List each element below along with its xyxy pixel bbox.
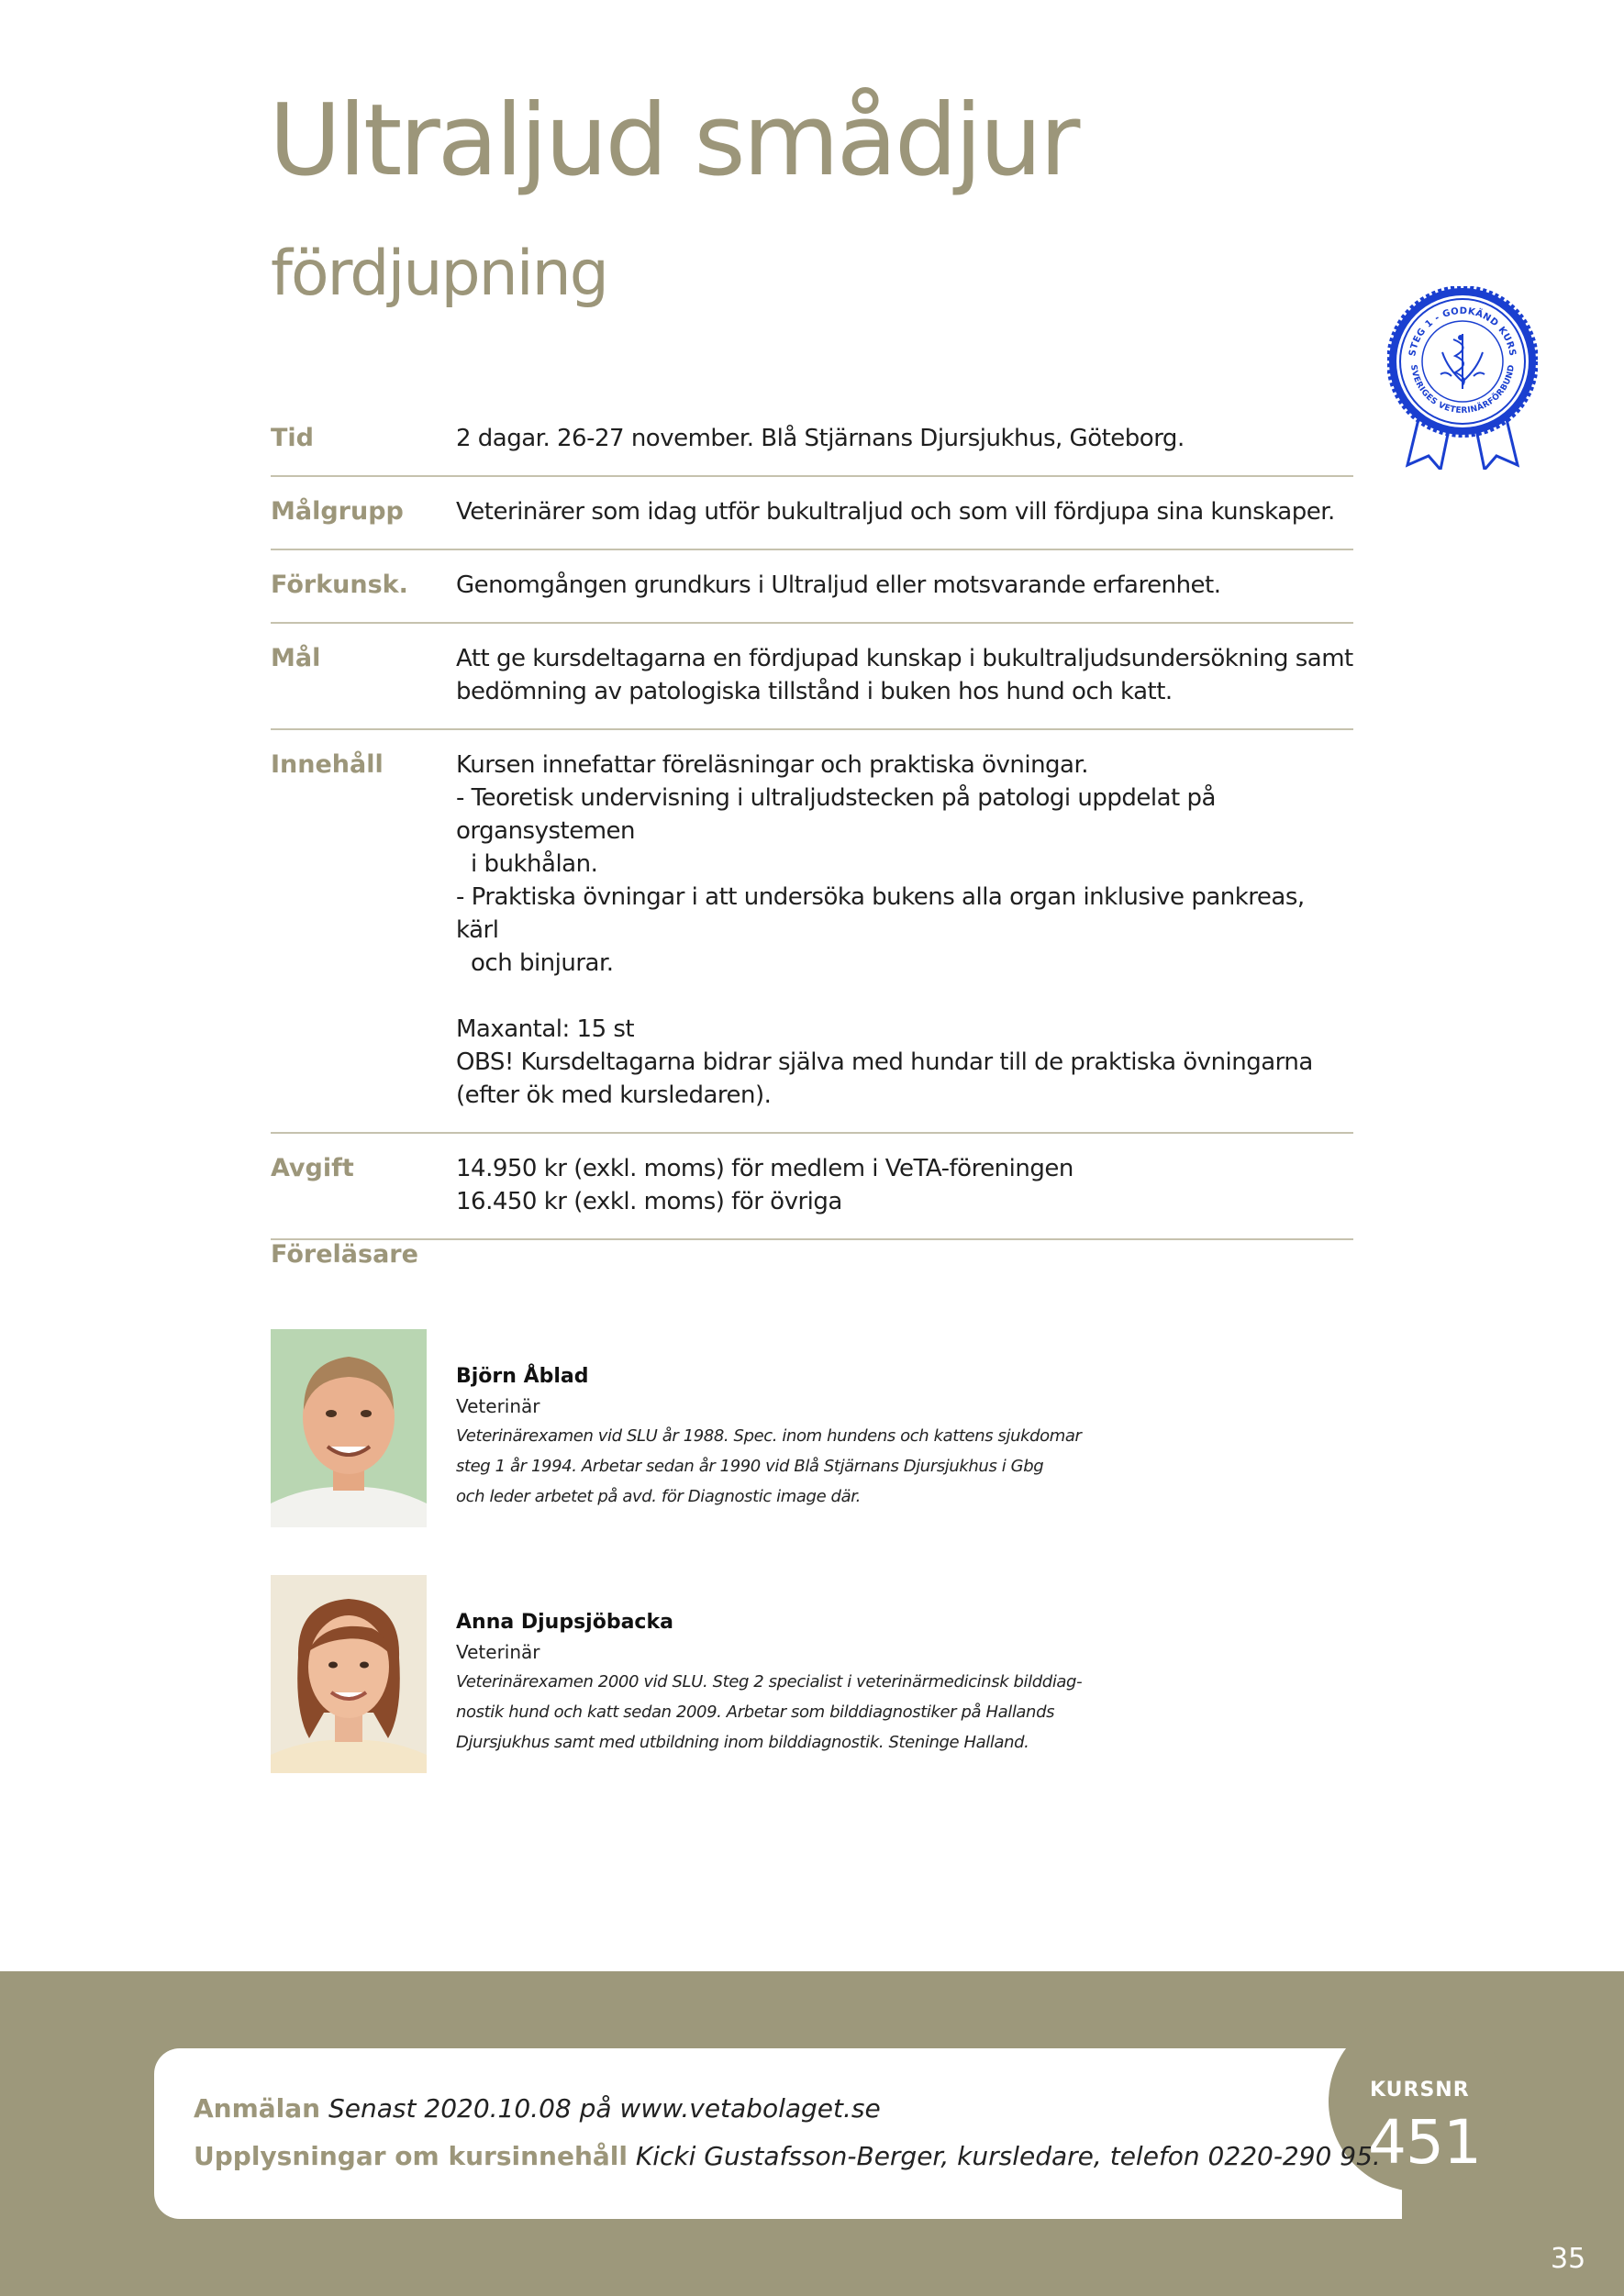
lecturer-name: Björn Åblad (456, 1365, 589, 1388)
page-subtitle: fördjupning (271, 238, 607, 310)
registration-label: Anmälan (194, 2093, 321, 2124)
info-value-tid (456, 422, 1353, 455)
page-title: Ultraljud smådjur (269, 83, 1078, 198)
info-value-malgrupp (456, 495, 1353, 528)
seal-top-text: STEG 1 - GODKÄND KURS (1407, 305, 1518, 358)
info-line: bedömning av patologiska tillstånd i buken hos hund och katt. (456, 678, 1173, 705)
lecturers-heading: Föreläsare (271, 1240, 418, 1269)
lecturer-photo-icon (271, 1329, 427, 1527)
page-number: 35 (1551, 2243, 1586, 2275)
info-line: och binjurar. (471, 949, 614, 977)
info-value-mal (456, 642, 1353, 708)
info-line: Maxantal: 15 st (456, 1015, 635, 1043)
info-line: - Praktiska övningar i att undersöka bukens alla organ inklusive pankreas, kärl (456, 883, 1305, 944)
info-value-avgift (456, 1152, 1353, 1218)
info-line: 16.450 kr (exkl. moms) för övriga (456, 1188, 842, 1215)
info-line: i bukhålan. (471, 850, 598, 878)
info-row-innehall (271, 730, 1353, 1134)
info-label-mal: Mål (271, 644, 321, 672)
info-row-tid (271, 404, 1353, 477)
info-row-mal (271, 624, 1353, 730)
lecturer-bio-line: Veterinärexamen vid SLU år 1988. Spec. inom hundens och kattens sjukdomar (456, 1426, 1082, 1446)
lecturer-bio-line: Djursjukhus samt med utbildning inom bilddiagnostik. Steninge Halland. (456, 1733, 1029, 1752)
info-line: Veterinärer som idag utför bukultraljud och som vill fördjupa sina kunskaper. (456, 498, 1335, 526)
course-number: 451 (1368, 2107, 1481, 2178)
info-value-innehall (456, 749, 1353, 1112)
lecturer-role: Veterinär (456, 1395, 540, 1417)
info-label-malgrupp: Målgrupp (271, 497, 404, 526)
course-info-line (194, 2141, 1381, 2171)
approved-course-seal-icon (1387, 286, 1538, 470)
info-line: Kursen innefattar föreläsningar och praktiska övningar. (456, 751, 1089, 779)
info-line: Genomgången grundkurs i Ultraljud eller motsvarande erfarenhet. (456, 571, 1221, 599)
lecturer-bio-line: nostik hund och katt sedan 2009. Arbetar som bilddiagnostiker på Hallands (456, 1703, 1055, 1722)
lecturer-text (456, 1362, 1172, 1512)
info-line: - Teoretisk undervisning i ultraljudstecken på patologi uppdelat på organsystemen (456, 784, 1216, 845)
info-line: (efter ök med kursledaren). (456, 1081, 772, 1109)
paragraph-gap (456, 980, 1353, 1013)
info-row-forkunsk (271, 550, 1353, 624)
info-label-forkunsk: Förkunsk. (271, 571, 408, 599)
registration-card (154, 2048, 1402, 2219)
lecturer-bio-line: Veterinärexamen 2000 vid SLU. Steg 2 specialist i veterinärmedicinsk bilddiag- (456, 1672, 1083, 1691)
info-line: Att ge kursdeltagarna en fördjupad kunskap i bukultraljudsundersökning samt (456, 645, 1353, 672)
info-line: OBS! Kursdeltagarna bidrar själva med hundar till de praktiska övningarna (456, 1048, 1313, 1076)
lecturer-name: Anna Djupsjöbacka (456, 1611, 673, 1634)
registration-value[interactable]: Senast 2020.10.08 på www.vetabolaget.se (328, 2093, 881, 2124)
lecturer-photo-icon (271, 1575, 427, 1773)
info-value-forkunsk (456, 569, 1353, 602)
lecturer-card (271, 1575, 1188, 1773)
info-row-malgrupp (271, 477, 1353, 550)
course-info-table (271, 404, 1353, 1240)
info-line: 2 dagar. 26-27 november. Blå Stjärnans Djursjukhus, Göteborg. (456, 425, 1185, 452)
lecturer-role: Veterinär (456, 1641, 540, 1663)
info-row-avgift (271, 1134, 1353, 1240)
course-info-label: Upplysningar om kursinnehåll (194, 2141, 628, 2171)
lecturer-bio-line: steg 1 år 1994. Arbetar sedan år 1990 vid Blå Stjärnans Djursjukhus i Gbg (456, 1457, 1044, 1476)
course-info-value: Kicki Gustafsson-Berger, kursledare, telefon 0220-290 95. (635, 2141, 1381, 2171)
lecturer-bio-line: och leder arbetet på avd. för Diagnostic image där. (456, 1487, 861, 1506)
info-label-tid: Tid (271, 424, 314, 452)
lecturer-text (456, 1608, 1172, 1758)
registration-line (194, 2093, 881, 2124)
lecturer-card (271, 1329, 1188, 1527)
info-label-innehall: Innehåll (271, 750, 384, 779)
info-label-avgift: Avgift (271, 1154, 354, 1182)
course-number-label: KURSNR (1370, 2079, 1470, 2102)
seal-bottom-text: SVERIGES VETERINÄRFÖRBUND (1408, 363, 1517, 416)
info-line: 14.950 kr (exkl. moms) för medlem i VeTA-föreningen (456, 1155, 1073, 1182)
